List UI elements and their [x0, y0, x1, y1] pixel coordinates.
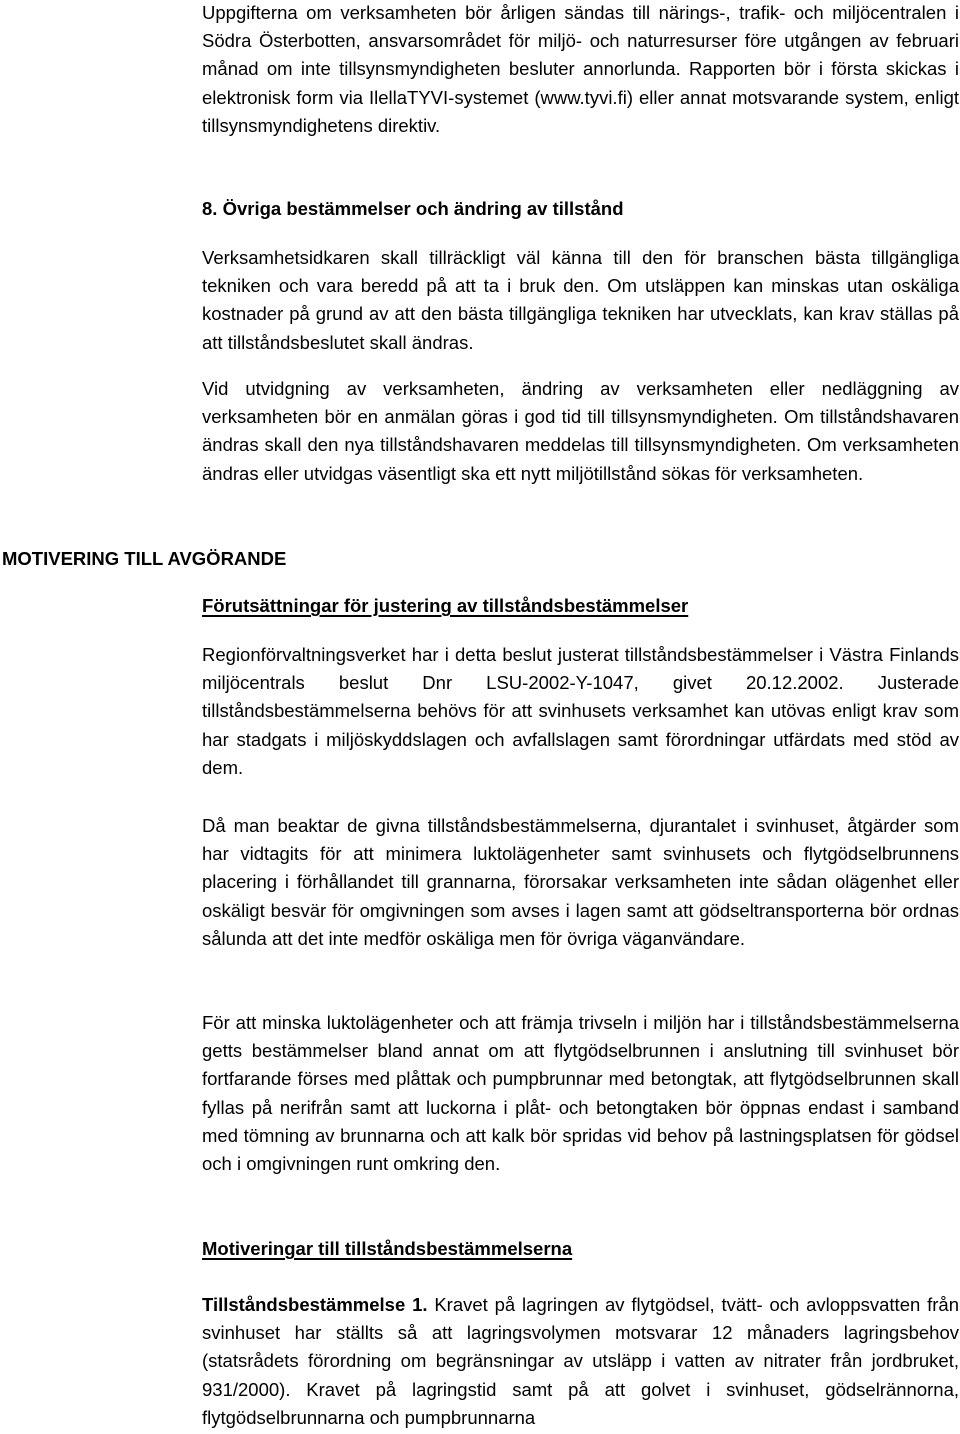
section-8-paragraph-1: Verksamhetsidkaren skall tillräckligt väl känna till den för branschen bästa tillgängliga tekniken och vara beredd på att ta i bruk den. Om utsläppen kan minskas utan oskäliga kostnader på grund av att den bästa tillgängliga tekniken har utvecklats, kan krav ställas på att tillståndsbeslutet skall ändras. — [202, 247, 959, 353]
bestammelse-1-text: Kravet på lagringen av flytgödsel, tvätt- och avloppsvatten från svinhuset har ställts så att lagringsvolymen motsvarar 12 månaders lagringsbehov (statsrådets förordning om begränsningar av utsläpp i vatten av nitrater från jordbruket, 931/2000). Kravet på lagringstid samt på att golvet i svinhuset, gödselrännorna, flytgödselbrunnarna och pumpbrunnarna — [202, 1294, 959, 1428]
bestammelse-1-label: Tillståndsbestämmelse 1. — [202, 1294, 428, 1315]
section-8-body-2 — [202, 375, 959, 488]
side-heading-motivering: MOTIVERING TILL AVGÖRANDE — [2, 548, 287, 569]
justering-heading: Förutsättningar för justering av tillståndsbestämmelser — [202, 595, 689, 616]
intro-paragraph: Uppgifterna om verksamheten bör årligen sändas till närings-, trafik- och miljöcentralen i Södra Österbotten, ansvarsområdet för miljö- och naturresurser före utgången av februari månad om inte tillsynsmyndigheten besluter annorlunda. Rapporten bör i första skickas i elektronisk form via IlellaTYVI-systemet (www.tyvi.fi) eller annat motsvarande system, enligt tillsynsmyndighetens direktiv. — [202, 2, 959, 136]
justering-body-2 — [202, 812, 959, 953]
section-8-body — [202, 244, 959, 357]
justering-paragraph-1: Regionförvaltningsverket har i detta beslut justerat tillståndsbestämmelser i Västra Finlands miljöcentrals beslut Dnr LSU-2002-Y-1047, givet 20.12.2002. Justerade tillståndsbestämmelserna behövs för att svinhusets verksamhet kan utövas enligt krav som har stadgats i miljöskyddslagen och avfallslagen samt förordningar utfärdats med stöd av dem. — [202, 644, 959, 778]
intro-section — [202, 0, 959, 140]
section-8 — [202, 195, 959, 223]
justering-body-1 — [202, 641, 959, 782]
justering-paragraph-2: Då man beaktar de givna tillståndsbestämmelserna, djurantalet i svinhuset, åtgärder som har vidtagits för att minimera luktolägenheter samt svinhusets och flytgödselbrunnens placering i förhållandet till grannarna, förorsakar verksamheten inte sådan olägenhet eller oskäligt besvär för omgivningen som avses i lagen samt att gödseltransporterna bör ordnas sålunda att det inte medför oskäliga men för övriga väganvändare. — [202, 815, 959, 949]
motiveringar-heading-block — [202, 1235, 959, 1263]
justering-body-3 — [202, 1009, 959, 1178]
motiveringar-heading: Motiveringar till tillståndsbestämmelserna — [202, 1238, 573, 1259]
justering-paragraph-3: För att minska luktolägenheter och att främja trivseln i miljön har i tillståndsbestämmelserna getts bestämmelser bland annat om att flytgödselbrunnen i anslutning till svinhuset bör fortfarande förses med plåttak och pumpbrunnar med betongtak, att flytgödselbrunnen skall fyllas på nerifrån samt att luckorna i plåt- och betongtaken bör öppnas endast i samband med tömning av brunnarna och att kalk bör spridas vid behov på lastningsplatsen för gödsel och i omgivningen runt omkring den. — [202, 1012, 959, 1175]
bestammelse-1-paragraph — [202, 1291, 959, 1432]
motiveringar-body — [202, 1291, 959, 1432]
section-8-heading: 8. Övriga bestämmelser och ändring av tillstånd — [202, 198, 624, 219]
section-8-paragraph-2: Vid utvidgning av verksamheten, ändring av verksamheten eller nedläggning av verksamheten bör en anmälan göras i god tid till tillsynsmyndigheten. Om tillståndshavaren ändras skall den nya tillståndshavaren meddelas till tillsynsmyndigheten. Om verksamheten ändras eller utvidgas väsentligt ska ett nytt miljötillstånd sökas för verksamheten. — [202, 378, 959, 484]
justering-heading-block — [202, 592, 959, 620]
